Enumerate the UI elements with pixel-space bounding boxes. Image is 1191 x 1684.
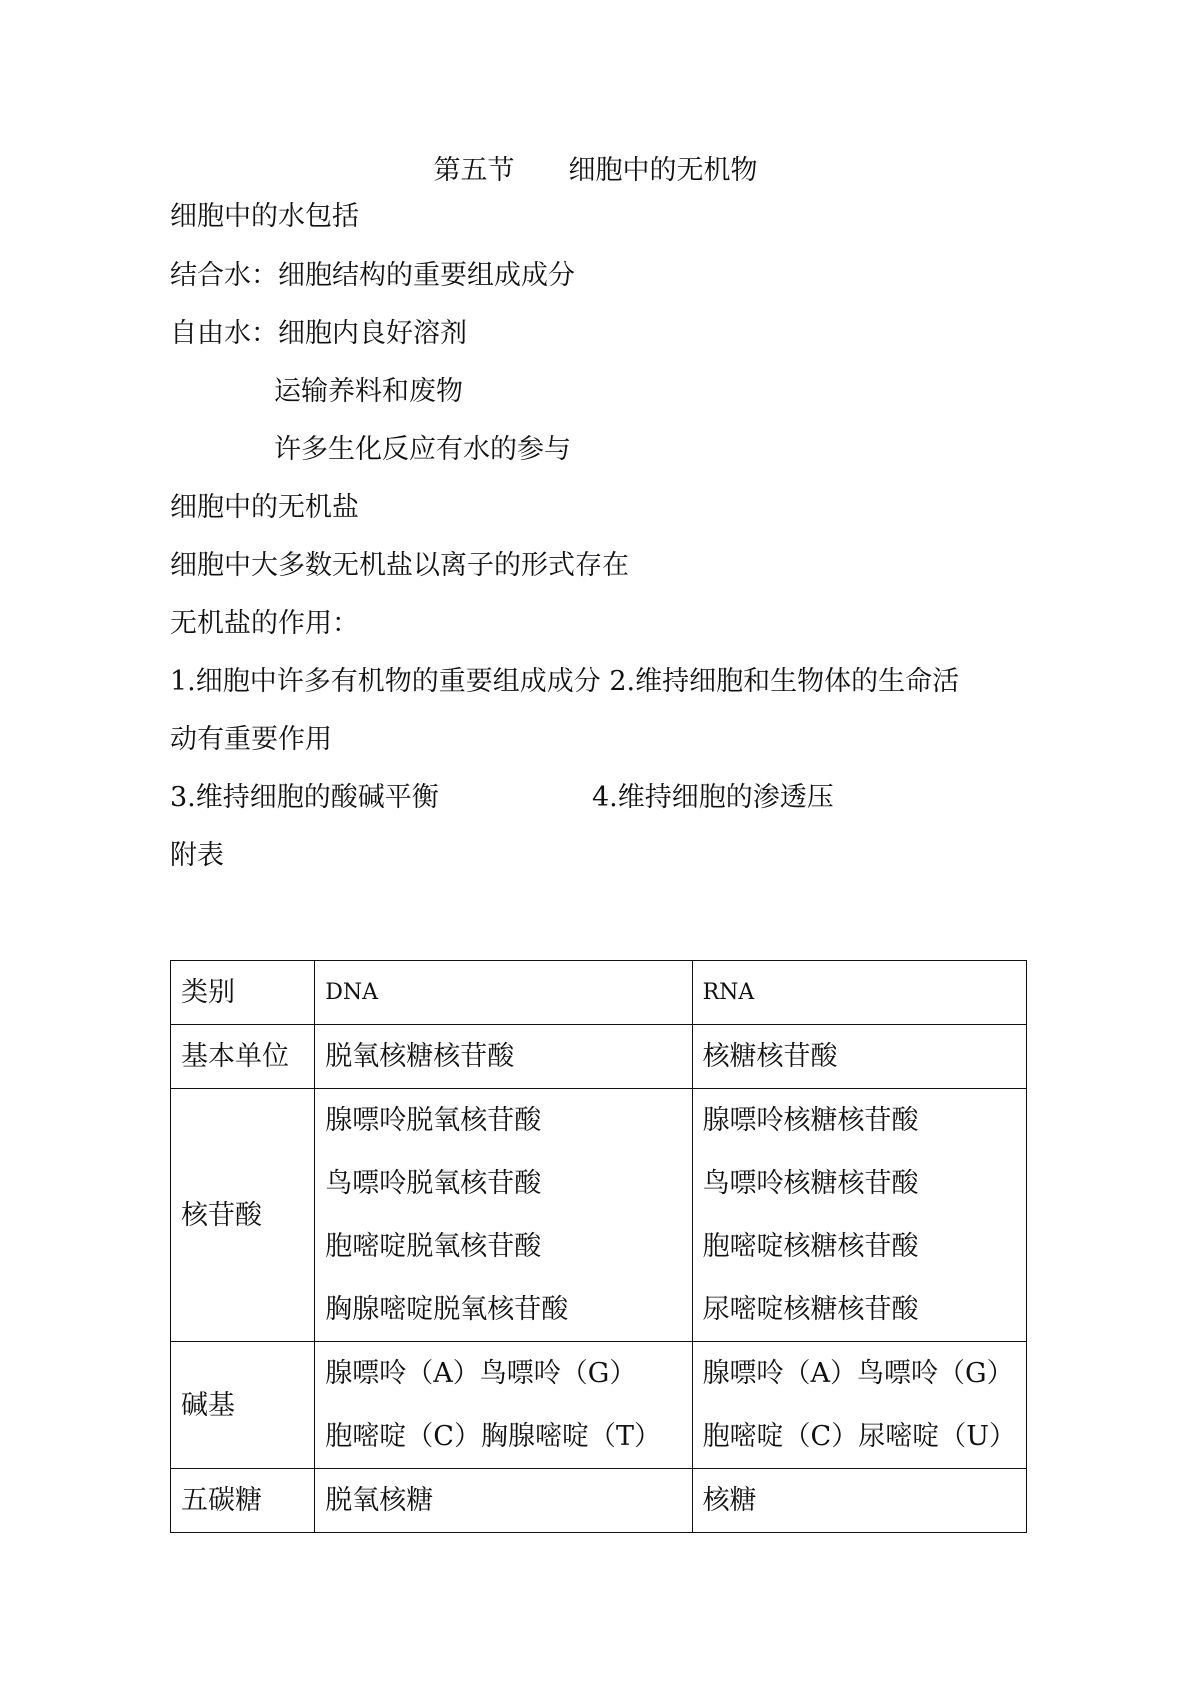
table-cell: 核糖核苷酸 (692, 1025, 1026, 1089)
cell-line: 胞嘧啶核糖核苷酸 (702, 1231, 919, 1262)
cell-line: 胸腺嘧啶脱氧核苷酸 (325, 1294, 569, 1325)
table-cell (315, 1342, 692, 1469)
paragraph: 动有重要作用 (170, 724, 332, 755)
table-cell: 脱氧核糖核苷酸 (315, 1025, 692, 1089)
paragraph: 细胞中的无机盐 (170, 492, 359, 523)
paragraph: 4.维持细胞的渗透压 (592, 782, 834, 813)
table-row-label: 基本单位 (171, 1025, 315, 1089)
paragraph: 1.细胞中许多有机物的重要组成成分 2.维持细胞和生物体的生命活 (170, 666, 960, 697)
table-row (171, 1089, 1027, 1342)
table-cell: 脱氧核糖 (315, 1469, 692, 1533)
paragraph: 细胞中的水包括 (170, 201, 359, 232)
appendix-table (170, 960, 1027, 1533)
table-header-cell: RNA (692, 961, 1026, 1025)
paragraph: 无机盐的作用： (170, 608, 359, 639)
table-row (171, 1469, 1027, 1533)
cell-line: 鸟嘌呤脱氧核苷酸 (325, 1168, 542, 1199)
table-cell (692, 1089, 1026, 1342)
cell-line: 鸟嘌呤核糖核苷酸 (702, 1168, 919, 1199)
paragraph: 细胞中大多数无机盐以离子的形式存在 (170, 550, 629, 581)
table-cell (692, 1342, 1026, 1469)
table-cell: 核糖 (692, 1469, 1026, 1533)
paragraph: 3.维持细胞的酸碱平衡 (170, 782, 439, 813)
table-row (171, 1342, 1027, 1469)
table-header-cell: DNA (315, 961, 692, 1025)
table-cell (315, 1089, 692, 1342)
cell-line: 腺嘌呤脱氧核苷酸 (325, 1105, 542, 1136)
cell-line: 胞嘧啶（C）尿嘧啶（U） (702, 1421, 1016, 1452)
cell-line: 腺嘌呤（A）鸟嘌呤（G） (702, 1358, 1014, 1389)
paragraph: 附表 (170, 840, 224, 871)
table-row (171, 1025, 1027, 1089)
table-row-label: 碱基 (171, 1342, 315, 1469)
table-header-cell: 类别 (171, 961, 315, 1025)
paragraph: 自由水：细胞内良好溶剂 (170, 318, 467, 349)
cell-line: 胞嘧啶（C）胸腺嘧啶（T） (325, 1421, 661, 1452)
cell-line: 腺嘌呤（A）鸟嘌呤（G） (325, 1358, 637, 1389)
table-row (171, 961, 1027, 1025)
paragraph: 结合水：细胞结构的重要组成成分 (170, 260, 575, 291)
cell-line: 腺嘌呤核糖核苷酸 (702, 1105, 919, 1136)
cell-line: 尿嘧啶核糖核苷酸 (702, 1294, 919, 1325)
table-row-label: 五碳糖 (171, 1469, 315, 1533)
table-row-label: 核苷酸 (171, 1089, 315, 1342)
cell-line: 胞嘧啶脱氧核苷酸 (325, 1231, 542, 1262)
paragraph: 运输养料和废物 (274, 376, 463, 407)
page-title: 第五节 细胞中的无机物 (433, 155, 758, 186)
paragraph: 许多生化反应有水的参与 (274, 434, 571, 465)
